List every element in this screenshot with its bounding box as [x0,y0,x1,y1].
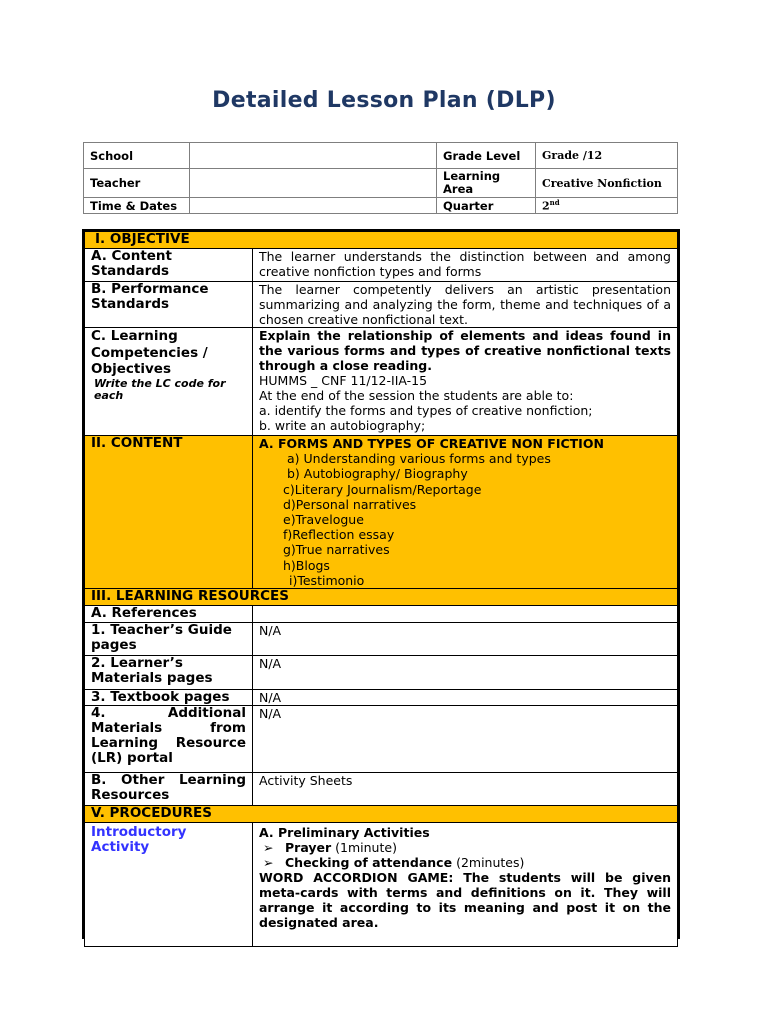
lesson-plan-table [84,231,678,947]
references-label: A. References [85,606,253,623]
word-accordion-game: WORD ACCORDION GAME: The students will be given meta-cards with terms and definitions on it. They will arrange it according to its meaning and post it on the designated area. [259,870,672,931]
content-item: g)True narratives [283,542,390,558]
content-item: e)Travelogue [283,512,364,528]
content-header: II. CONTENT [85,436,253,589]
grade-level-value: Grade /12 [536,143,678,169]
learning-competencies-cell [85,328,253,436]
competencies-bold-text: Explain the relationship of elements and ideas found in the various forms and types of creative nonfictional texts through a close reading. [259,328,671,373]
competency-b: b. write an autobiography; [259,418,426,433]
content-forms-title: A. FORMS AND TYPES OF CREATIVE NON FICTION [259,436,604,451]
teacher-value [190,169,437,198]
textbook-pages-value: N/A [253,690,678,706]
competencies-intro: At the end of the session the students are able to: [259,388,574,403]
lc-code: HUMMS _ CNF 11/12-IIA-15 [259,373,428,388]
other-resources-value: Activity Sheets [253,773,678,806]
learning-competencies-value [253,328,678,436]
content-item: f)Reflection essay [283,527,395,543]
additional-materials-label: 4. Additional Materials from Learning Resource (LR) portal [85,706,253,773]
content-item: a) Understanding various forms and types [287,451,551,467]
teacher-label: Teacher [84,169,190,198]
performance-standards-label: B. Performance Standards [85,282,253,328]
learning-resources-header: III. LEARNING RESOURCES [85,589,678,606]
page-title: Detailed Lesson Plan (DLP) [212,88,556,113]
learning-area-value: Creative Nonfiction [536,169,678,198]
quarter-label: Quarter [437,198,536,214]
info-table [83,142,678,214]
arrow-bullet-icon: ➢ [263,855,274,871]
teachers-guide-value: N/A [253,623,678,656]
textbook-pages-label: 3. Textbook pages [85,690,253,706]
introductory-activity-value [253,823,678,947]
lesson-plan-body [82,229,680,939]
time-dates-label: Time & Dates [84,198,190,214]
learning-competencies-label: C. Learning Competencies / Objectives [91,328,208,377]
prayer-item: ➢ Prayer (1minute) [259,840,671,855]
quarter-value: 2nd [536,198,678,214]
attendance-item: ➢ Checking of attendance (2minutes) [259,855,671,870]
grade-level-label: Grade Level [437,143,536,169]
lc-code-note: Write the LC code for each [94,376,226,402]
competency-a: a. identify the forms and types of creative nonfiction; [259,403,593,418]
objective-header: I. OBJECTIVE [85,232,678,249]
content-forms-cell [253,436,678,589]
learners-materials-label: 2. Learner’s Materials pages [85,656,253,690]
preliminary-activities: A. Preliminary Activities [259,825,430,841]
time-dates-value [190,198,437,214]
teachers-guide-label: 1. Teacher’s Guide pages [85,623,253,656]
arrow-bullet-icon: ➢ [263,840,274,856]
learners-materials-value: N/A [253,656,678,690]
additional-materials-value: N/A [253,706,678,773]
procedures-header: V. PROCEDURES [85,806,678,823]
introductory-activity-label: Introductory Activity [85,823,253,947]
school-label: School [84,143,190,169]
content-item: d)Personal narratives [283,496,417,512]
content-standards-value: The learner understands the distinction between and among creative nonfiction types and forms [253,249,678,282]
content-item: h)Blogs [283,557,330,573]
other-resources-label: B. Other Learning Resources [85,773,253,806]
learning-area-label: Learning Area [437,169,536,198]
performance-standards-value: The learner competently delivers an artistic presentation summarizing and analyzing the form, theme and techniques of a chosen creative nonfictional text. [253,282,678,328]
content-item: i)Testimonio [289,572,365,588]
school-value [190,143,437,169]
content-item: c)Literary Journalism/Reportage [283,481,482,497]
references-value [253,606,678,623]
content-standards-label: A. Content Standards [85,249,253,282]
content-item: b) Autobiography/ Biography [287,466,468,482]
